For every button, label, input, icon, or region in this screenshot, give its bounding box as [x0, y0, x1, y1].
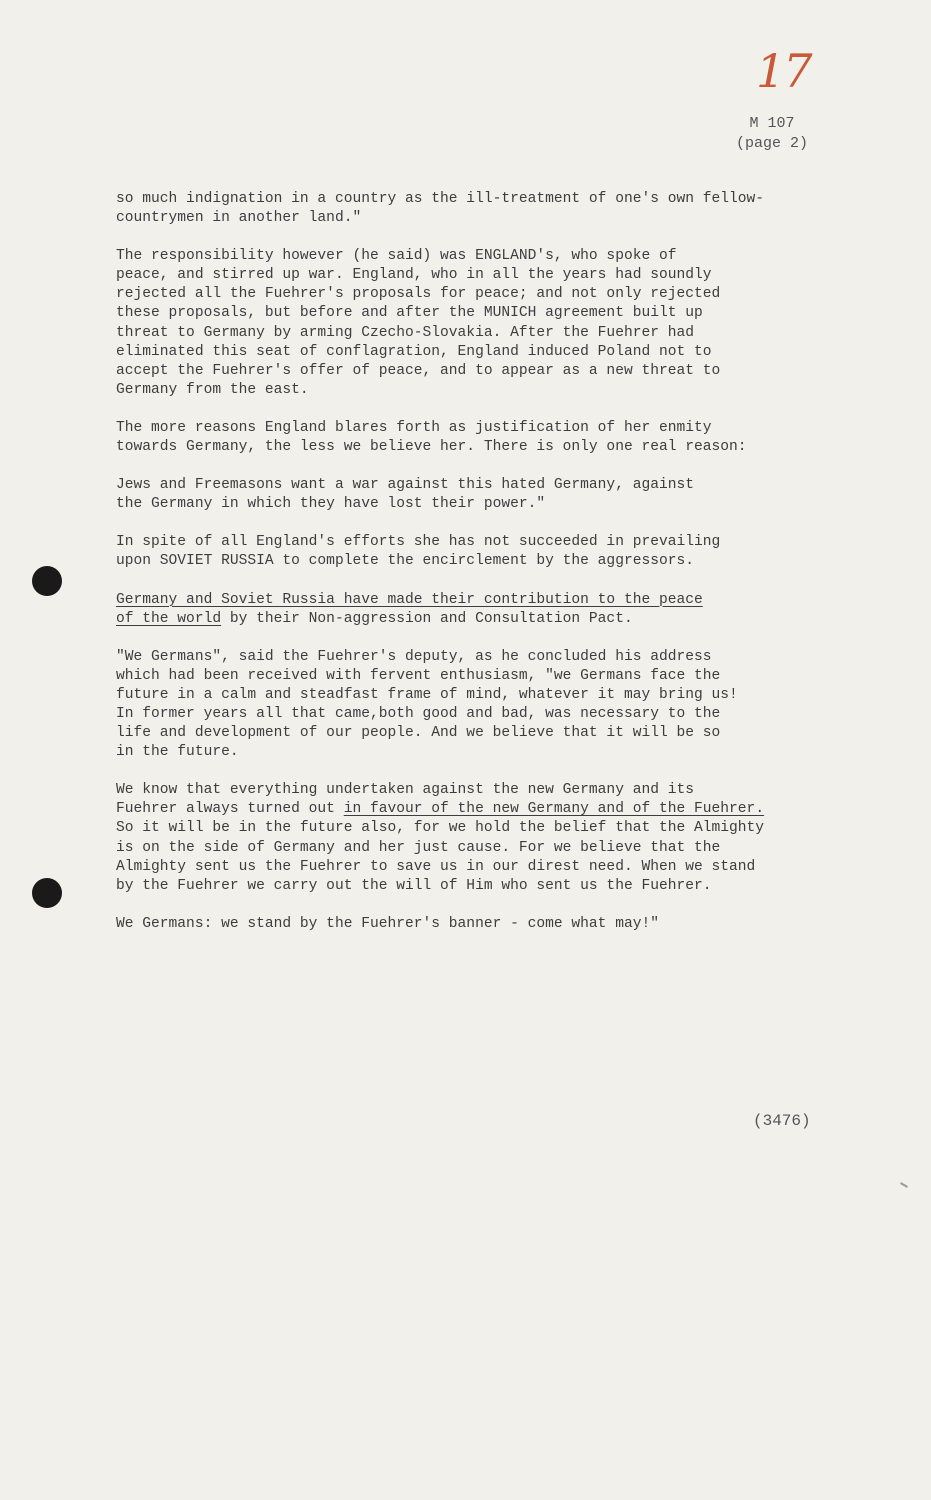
folio-number: 17: [756, 44, 811, 98]
pact-underlined: Germany and Soviet Russia have made their contribution to the peace of the world: [116, 591, 703, 627]
paragraph-7: "We Germans", said the Fuehrer's deputy, as he concluded his address which had been received with fervent enthusiasm, "we Germans face the future in a calm and steadfast frame of mind, whatever it may bring us! In former years all that came,both good and bad, was necessary to the life and development of our people. And we believe that it will be so in the future.: [116, 648, 738, 761]
paragraph-2: The responsibility however (he said) was ENGLAND's, who spoke of peace, and stirred up war. England, who in all the years had soundly rejected all the Fuehrer's proposals for peace; and not only rejected these proposals, but before and after the MUNICH agreement built up threat to Germany by arming Czecho-Slovakia. After the Fuehrer had eliminated this seat of conflagration, England induced Poland not to accept the Fuehrer's offer of peace, and to appear as a new threat to Germany from the east.: [116, 248, 721, 398]
doc-ref: M 107: [749, 115, 795, 132]
paragraph-5: In spite of all England's efforts she has not succeeded in prevailing upon SOVIET RUSSIA to complete the encirclement by the aggressors.: [116, 534, 721, 570]
body-text: [116, 190, 846, 953]
punch-hole-top: [32, 566, 62, 596]
final-before: We know that everything undertaken against the new Germany and its Fuehrer always turned out: [116, 782, 695, 818]
pact-paragraph: [116, 591, 846, 629]
final-after: So it will be in the future also, for we hold the belief that the Almighty is on the side of Germany and her just cause. For we believe that the Almighty sent us the Fuehrer to save us in our direst need. When we stand by the Fuehrer we carry out the will of Him who sent us the Fuehrer.: [116, 820, 765, 894]
paragraph-1: so much indignation in a country as the ill-treatment of one's own fellow- countrymen in another land.": [116, 191, 765, 227]
page-label: (page 2): [735, 135, 808, 152]
pact-rest: by their Non-aggression and Consultation Pact.: [221, 610, 633, 627]
final-paragraph: [116, 781, 846, 896]
final-underlined: in favour of the new Germany and of the Fuehrer.: [343, 801, 765, 818]
footer-reference: (3476): [753, 1112, 811, 1130]
paragraph-4: Jews and Freemasons want a war against this hated Germany, against the Germany in which they have lost their power.": [116, 477, 695, 513]
paper-mark: [900, 1182, 908, 1188]
paragraph-3: The more reasons England blares forth as justification of her enmity towards Germany, the less we believe her. There is only one real reason:: [116, 419, 747, 456]
punch-hole-bottom: [32, 878, 62, 908]
closing-line: We Germans: we stand by the Fuehrer's banner - come what may!": [116, 915, 659, 932]
document-reference: [732, 114, 812, 154]
